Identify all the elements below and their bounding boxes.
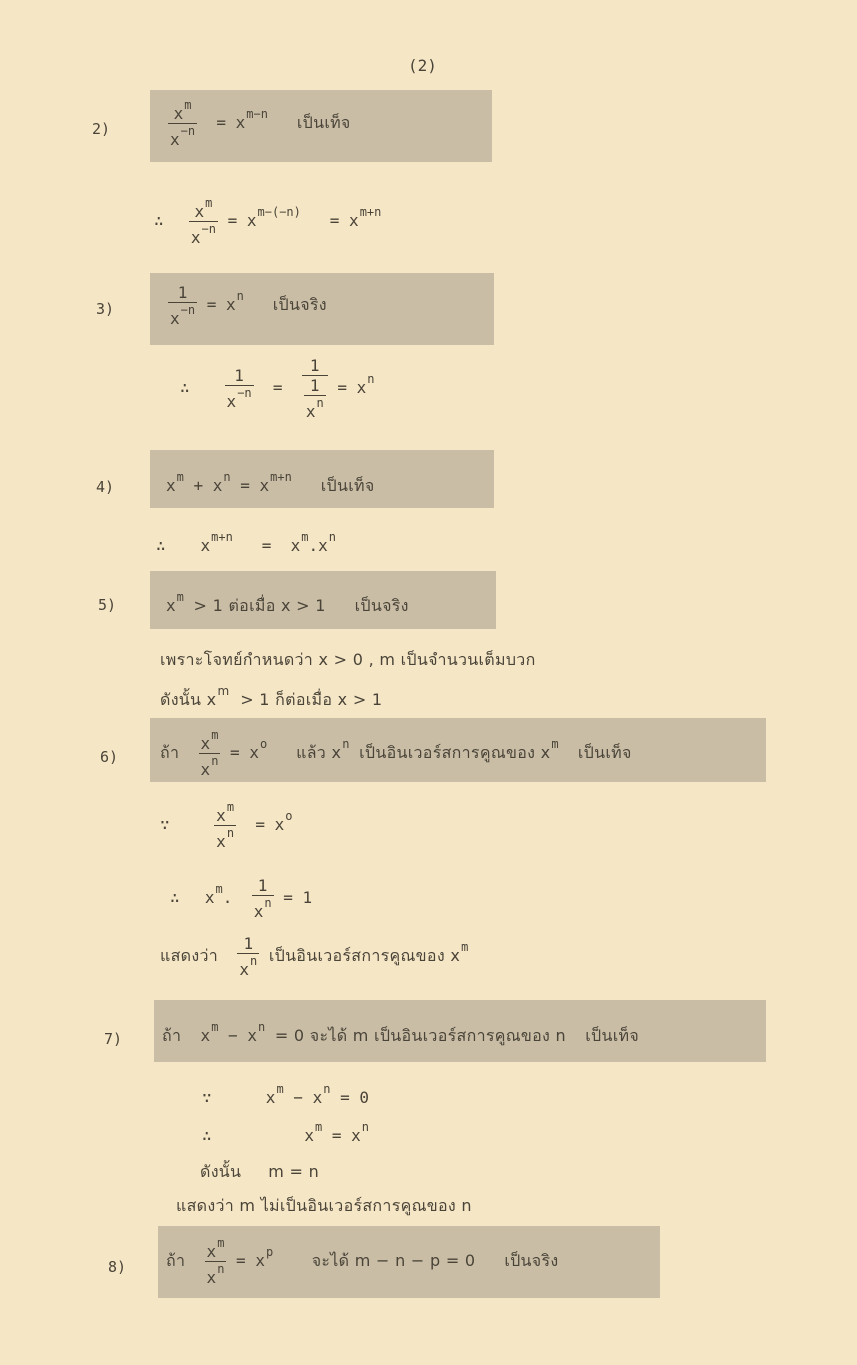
item-3-statement: $\frac{1}{x^{-n}}$ = $x^n$ เป็นจริง [170, 283, 327, 328]
item-6-work-1: ∵ $\frac{x^m}{x^n}$ = $x^o$ [160, 800, 293, 851]
item-6-conclusion: แสดงว่า $\frac{1}{x^n}$ เป็นอินเวอร์สการคูณของ $x^m$ [160, 934, 469, 979]
item-6-if: ถ้า [160, 743, 180, 762]
item-2-exp2: m+n [359, 205, 382, 219]
item-5-condition: > 1 ต่อเมื่อ x > 1 [193, 596, 326, 615]
item-5-note-2-prefix: ดังนั้น x [160, 690, 217, 709]
item-2-number: 2) [92, 120, 111, 138]
item-6-work-2: ∴ $x^m$. $\frac{1}{x^n}$ = 1 [170, 876, 313, 921]
therefore-symbol: ∴ [180, 378, 196, 397]
item-8-number: 8) [108, 1258, 127, 1276]
item-4-verdict: เป็นเท็จ [320, 476, 375, 495]
page-number: (2) [408, 56, 437, 75]
item-6-statement: ถ้า $\frac{x^m}{x^n}$ = $x^o$ แล้ว $x^n$ เป็นอินเวอร์สการคูณของ $x^m$ เป็นเท็จ [160, 728, 632, 779]
item-6-conclusion-text: เป็นอินเวอร์สการคูณของ x [268, 946, 461, 965]
item-7-statement: ถ้า $x^m - x^n = 0$ จะได้ m เป็นอินเวอร์สการคูณของ n เป็นเท็จ [162, 1020, 640, 1045]
item-7-result [200, 1160, 319, 1185]
item-5-number: 5) [98, 596, 117, 614]
item-5-note-2: ดังนั้น $x^m > 1$ ก็ต่อเมื่อ x > 1 [160, 684, 383, 709]
item-2-work: ∴ $\frac{x^m}{x^{-n}}$ = $x^{m-(-n)} = x^{m+n}$ [154, 196, 382, 247]
item-4-number: 4) [96, 478, 115, 496]
item-7-work-1: ∵ $x^m - x^n = 0$ [202, 1082, 369, 1107]
item-3-work: ∴ $\frac{1}{x^{-n}}$ = $\frac{1}{\frac{1}{x^n}}$ = $x^n$ [180, 356, 375, 421]
item-7-conclusion: แสดงว่า m ไม่เป็นอินเวอร์สการคูณของ n [176, 1196, 472, 1215]
item-3-number: 3) [96, 300, 115, 318]
item-7-verdict: เป็นเท็จ [585, 1026, 640, 1045]
item-8-if: ถ้า [166, 1251, 186, 1270]
item-6-inverse: เป็นอินเวอร์สการคูณของ x [359, 743, 551, 762]
item-2-verdict: เป็นเท็จ [296, 113, 351, 132]
item-7-condition: = 0 จะได้ m เป็นอินเวอร์สการคูณของ n [274, 1026, 566, 1045]
item-2-statement: $\frac{x^m}{x^{-n}}$ = $x^{m-n}$ เป็นเท็จ [170, 98, 351, 149]
item-6-number: 6) [100, 748, 119, 766]
item-4-exp: m+n [211, 530, 233, 544]
item-8-condition: จะได้ m − n − p = 0 [311, 1251, 476, 1270]
item-8-verdict: เป็นจริง [504, 1251, 559, 1270]
item-7-number: 7) [104, 1030, 123, 1048]
item-8-statement: ถ้า $\frac{x^m}{x^n}$ = $x^p$ จะได้ m − n − p = 0 เป็นจริง [166, 1236, 559, 1287]
item-5-verdict: เป็นจริง [354, 596, 409, 615]
item-4-work: ∴ $x^{m+n} = x^m.x^n$ [156, 530, 337, 555]
item-7-work-2: ∴ $x^m = x^n$ [202, 1120, 369, 1145]
therefore-symbol: ∴ [156, 536, 172, 555]
item-6-then: แล้ว x [296, 743, 342, 762]
item-7-therefore-label: ดังนั้น [200, 1162, 242, 1181]
item-6-shows: แสดงว่า [160, 946, 219, 965]
item-3-verdict: เป็นจริง [272, 295, 327, 314]
item-2-exp1: m−(−n) [257, 205, 301, 219]
item-5-statement: $x^m > 1$ ต่อเมื่อ x > 1 เป็นจริง [166, 590, 409, 615]
item-7-result-value: m = n [268, 1162, 320, 1181]
item-4-statement: $x^m + x^n = x^{m+n}$ เป็นเท็จ [166, 470, 375, 495]
therefore-symbol: ∴ [154, 211, 170, 230]
item-5-note-2-suffix: > 1 ก็ต่อเมื่อ x > 1 [240, 690, 383, 709]
item-7-if: ถ้า [162, 1026, 182, 1045]
item-6-verdict: เป็นเท็จ [577, 743, 632, 762]
item-5-note-1: เพราะโจทย์กำหนดว่า x > 0 , m เป็นจำนวนเต็มบวก [160, 650, 536, 669]
